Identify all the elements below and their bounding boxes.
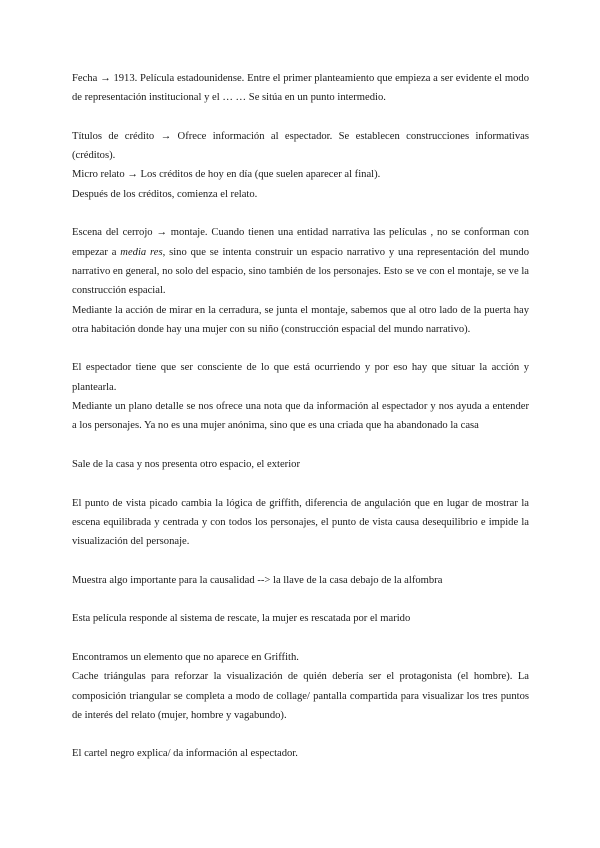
- text-line: El cartel negro explica/ da información al espectador.: [72, 748, 298, 760]
- text-line: Muestra algo importante para la causalidad --> la llave de la casa debajo de la alfombra: [72, 574, 443, 586]
- paragraph-rescate: [72, 609, 529, 628]
- paragraph-picado: [72, 494, 529, 552]
- text-line: El espectador tiene que ser consciente de lo que está ocurriendo y por eso hay que situar la acción y plantearla.: [72, 362, 529, 393]
- text-line: Mediante la acción de mirar en la cerradura, se junta el montaje, sabemos que al otro lado de la puerta hay otra habitación donde hay una mujer con su niño (construcción espacial del mundo narrativo).: [72, 304, 529, 335]
- paragraph-espectador: [72, 358, 529, 435]
- text-line: Títulos de crédito → Ofrece información al espectador. Se establecen construcciones informativas (créditos).: [72, 130, 529, 162]
- paragraph-exterior: [72, 455, 529, 474]
- text-line: Después de los créditos, comienza el relato.: [72, 188, 258, 200]
- text-line: Encontramos un elemento que no aparece en Griffith.: [72, 651, 299, 663]
- text-line: Micro relato → Los créditos de hoy en día (que suelen aparecer al final).: [72, 169, 381, 181]
- paragraph-fecha: [72, 69, 529, 108]
- text-line: Mediante un plano detalle se nos ofrece una nota que da información al espectador y nos ayuda a entender a los personajes. Ya no es una mujer anónima, sino que es una criada que ha abandonado la casa: [72, 401, 529, 432]
- text-line: Esta película responde al sistema de rescate, la mujer es rescatada por el marido: [72, 613, 411, 625]
- paragraph-cerrojo: [72, 223, 529, 339]
- text-line: Fecha → 1913. Película estadounidense. Entre el primer planteamiento que empieza a ser evidente el modo de representación institucional y el … … Se sitúa en un punto intermedio.: [72, 73, 529, 104]
- paragraph-titulos: [72, 127, 529, 204]
- paragraph-cartel: [72, 744, 529, 763]
- text-line: El punto de vista picado cambia la lógica de griffith, diferencia de angulación que en lugar de mostrar la escena equilibrada y centrada y con todos los personajes, el punto de vista causa desequilibrio e impide la visualización del personaje.: [72, 497, 529, 548]
- paragraph-causalidad: [72, 571, 529, 590]
- text-line: Sale de la casa y nos presenta otro espacio, el exterior: [72, 458, 300, 470]
- text-line: Cache triángulas para reforzar la visualización de quién debería ser el protagonista (el hombre). La composición triangular se completa a modo de collage/ pantalla compartida para visualizar los tres puntos de interés del relato (mujer, hombre y vagabundo).: [72, 671, 529, 721]
- paragraph-griffith: [72, 648, 529, 725]
- text-line: Escena del cerrojo → montaje. Cuando tienen una entidad narrativa las películas , no se conforman con empezar a media res, sino que se intenta construir un espacio narrativo y una representación del mundo narrativo en general, no solo del espacio, sino también de los personajes. Esto se ve con el montaje, se ve la construcción espacial.: [72, 227, 530, 297]
